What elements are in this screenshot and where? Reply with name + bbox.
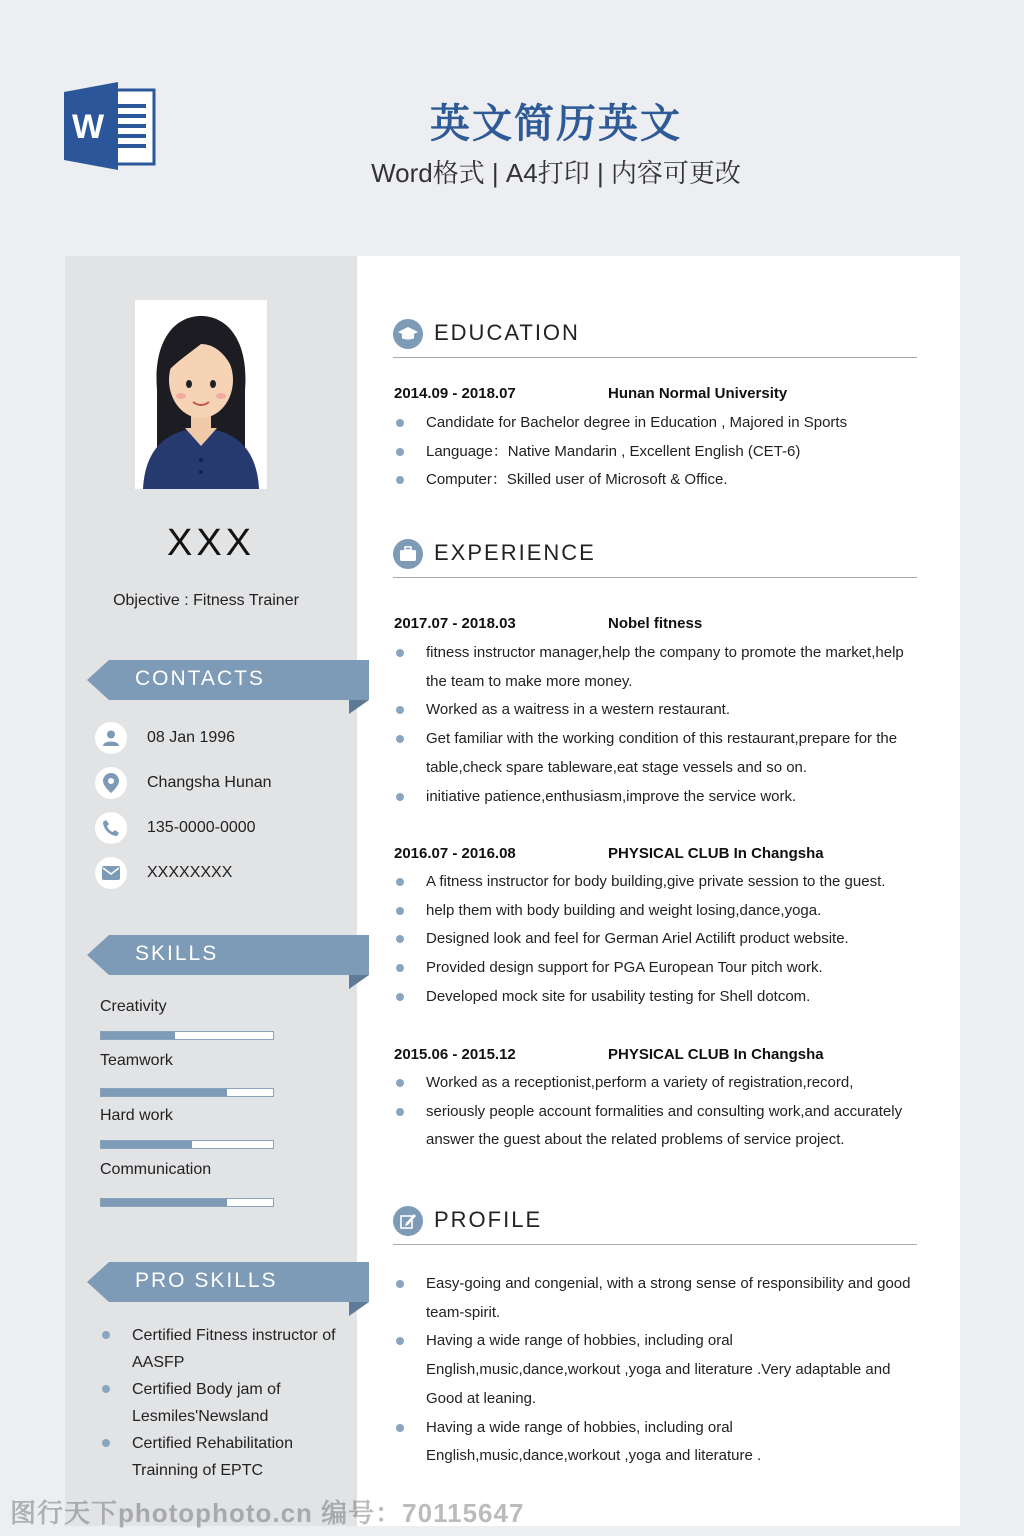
experience-bullets: [394, 868, 919, 1012]
list-item: Get familiar with the working condition of this restaurant,prepare for the table,check spare tableware,eat stage vessels and so on.: [394, 725, 919, 782]
skills-banner: [87, 935, 369, 989]
list-item: Worked as a waitress in a western restaurant.: [394, 696, 919, 725]
entry-org: PHYSICAL CLUB In Changsha: [608, 845, 824, 862]
list-item: Computer：Skilled user of Microsoft & Office.: [394, 466, 919, 495]
education-section-header: [393, 317, 917, 358]
list-item: Candidate for Bachelor degree in Education , Majored in Sports: [394, 409, 919, 438]
resume-sheet: [65, 256, 960, 1526]
skill-label: Communication: [100, 1161, 212, 1178]
svg-text:W: W: [71, 108, 105, 146]
page-title: 英文简历英文: [430, 102, 682, 146]
entry-period: 2017.07 - 2018.03: [394, 615, 516, 632]
experience-bullets: [394, 1069, 919, 1155]
entry-period: 2015.06 - 2015.12: [394, 1046, 516, 1063]
experience-entry-header: [394, 1046, 824, 1063]
contact-location: [95, 766, 272, 800]
list-item: Worked as a receptionist,perform a variety of registration,record,: [394, 1069, 919, 1098]
skills-heading: SKILLS: [135, 942, 219, 965]
list-item: fitness instructor manager,help the company to promote the market,help the team to make more money.: [394, 639, 919, 696]
watermark: 图行天下photophoto.cn 编号：70115647: [10, 1498, 525, 1528]
objective-text: Objective : Fitness Trainer: [113, 592, 299, 609]
entry-org: Nobel fitness: [608, 615, 703, 632]
contact-text: 08 Jan 1996: [147, 729, 236, 746]
list-item: Provided design support for PGA European Tour pitch work.: [394, 954, 919, 983]
skill-fill: [101, 1141, 192, 1148]
skill-bar: [100, 1088, 274, 1097]
contact-phone: [95, 811, 256, 845]
list-item: Language：Native Mandarin , Excellent English (CET-6): [394, 438, 919, 467]
edit-icon: [393, 1206, 423, 1236]
location-icon: [95, 767, 127, 799]
list-item: initiative patience,enthusiasm,improve the service work.: [394, 783, 919, 812]
education-heading: EDUCATION: [434, 320, 580, 345]
list-item: Certified Fitness instructor of AASFP: [100, 1322, 340, 1376]
skill-label: Hard work: [100, 1107, 173, 1124]
entry-org: PHYSICAL CLUB In Changsha: [608, 1046, 824, 1063]
contacts-banner: [87, 660, 369, 714]
list-item: help them with body building and weight losing,dance,yoga.: [394, 897, 919, 926]
entry-org: Hunan Normal University: [608, 385, 788, 402]
skill-bar: [100, 1031, 274, 1040]
contact-birthdate: [95, 721, 235, 755]
list-item: Certified Rehabilitation Trainning of EPTC: [100, 1430, 340, 1484]
contacts-heading: CONTACTS: [135, 667, 265, 690]
entry-period: 2016.07 - 2016.08: [394, 845, 516, 862]
list-item: seriously people account formalities and consulting work,and accurately answer the guest about the related problems of service project.: [394, 1098, 919, 1155]
experience-entry-header: [394, 845, 824, 862]
contact-text: XXXXXXXX: [147, 864, 233, 881]
skill-bar: [100, 1140, 274, 1149]
phone-icon: [95, 812, 127, 844]
skill-fill: [101, 1199, 227, 1206]
contact-text: 135-0000-0000: [147, 819, 256, 836]
briefcase-icon: [393, 539, 423, 569]
candidate-name: XXX: [166, 522, 256, 564]
list-item: Easy-going and congenial, with a strong sense of responsibility and good team-spirit.: [394, 1270, 919, 1327]
resume-sidebar: [65, 256, 357, 1526]
profile-heading: PROFILE: [434, 1207, 543, 1232]
contact-text: Changsha Hunan: [147, 774, 272, 791]
skill-label: Teamwork: [100, 1052, 173, 1069]
profile-photo: [135, 300, 267, 489]
profile-section-header: [393, 1204, 917, 1245]
user-icon: [95, 722, 127, 754]
skill-fill: [101, 1089, 227, 1096]
list-item: A fitness instructor for body building,give private session to the guest.: [394, 868, 919, 897]
experience-heading: EXPERIENCE: [434, 540, 596, 565]
education-bullets: [394, 409, 919, 495]
pro-skills-list: [100, 1322, 340, 1484]
skill-fill: [101, 1032, 175, 1039]
contact-email: [95, 856, 232, 890]
mail-icon: [95, 857, 127, 889]
education-entry-header: [394, 385, 788, 402]
list-item: Designed look and feel for German Ariel Actilift product website.: [394, 925, 919, 954]
list-item: Developed mock site for usability testing for Shell dotcom.: [394, 983, 919, 1012]
experience-entry-header: [394, 615, 703, 632]
experience-bullets: [394, 639, 919, 811]
list-item: Certified Body jam of Lesmiles'Newsland: [100, 1376, 340, 1430]
pro-skills-heading: PRO SKILLS: [135, 1269, 278, 1292]
pro-skills-banner: [87, 1262, 369, 1316]
entry-period: 2014.09 - 2018.07: [394, 385, 516, 402]
page-subtitle: Word格式 | A4打印 | 内容可更改: [371, 158, 741, 188]
graduation-cap-icon: [393, 319, 423, 349]
experience-section-header: [393, 537, 917, 578]
list-item: Having a wide range of hobbies, including oral English,music,dance,workout ,yoga and literature .Very adaptable and Good at leaning.: [394, 1327, 919, 1413]
skill-label: Creativity: [100, 998, 167, 1015]
profile-bullets: [394, 1270, 919, 1471]
skill-bar: [100, 1198, 274, 1207]
list-item: Having a wide range of hobbies, including oral English,music,dance,workout ,yoga and literature .: [394, 1414, 919, 1471]
